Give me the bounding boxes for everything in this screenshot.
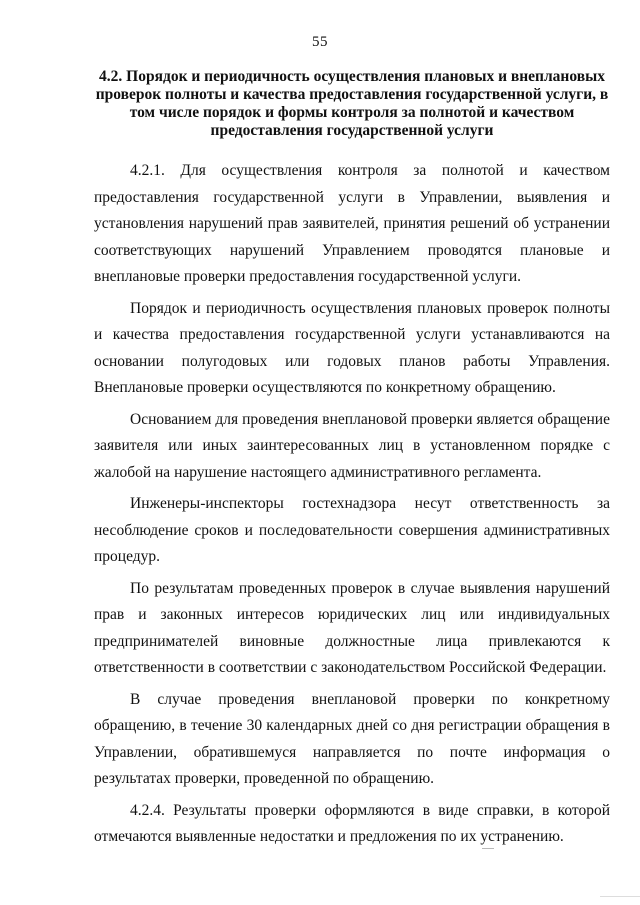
paragraph-unplanned-response: В случае проведения внеплановой проверки по конкретному обращению, в течение 30 календарных дней со дня регистрации обращения в Управлении, обратившемуся направляется по почте информация о результатах проверки, проведенной по обращению.	[94, 690, 610, 787]
paragraph-planned-checks: Порядок и периодичность осуществления плановых проверок полноты и качества предоставления государственной услуги устанавливаются на основании полугодовых или годовых планов работы Управления. Внеплановые проверки осуществляются по конкретному обращению.	[94, 299, 610, 396]
section-title: 4.2. Порядок и периодичность осуществления плановых и внеплановых проверок полноты и качества предоставления государственной услуги, в том числе порядок и формы контроля за полнотой и качеством предоставления государственной услуги	[95, 68, 609, 139]
paragraph-violations-results: По результатам проведенных проверок в случае выявления нарушений прав и законных интересов юридических лиц или индивидуальных предпринимателей виновные должностные лица привлекаются к ответственности в соответствии с законодательством Российской Федерации.	[94, 579, 610, 676]
paragraph-inspectors-responsibility: Инженеры-инспекторы гостехнадзора несут ответственность за несоблюдение сроков и последовательности совершения административных процедур.	[94, 495, 610, 565]
scan-artifact-mark	[482, 848, 494, 849]
paragraph-4-2-1: 4.2.1. Для осуществления контроля за полнотой и качеством предоставления государственной услуги в Управлении, выявления и установления нарушений прав заявителей, принятия решений об устранении соответствующих нарушений Управлением проводятся плановые и внеплановые проверки предоставления государственной услуги.	[94, 162, 610, 285]
paragraph-unplanned-basis: Основанием для проведения внеплановой проверки является обращение заявителя или иных заинтересованных лиц в установленном порядке с жалобой на нарушение настоящего административного регламента.	[94, 410, 610, 481]
scan-artifact-edge	[600, 896, 640, 897]
page-number: 55	[312, 34, 328, 50]
document-body	[94, 158, 610, 856]
paragraph-4-2-4: 4.2.4. Результаты проверки оформляются в виде справки, в которой отмечаются выявленные недостатки и предложения по их устранению.	[94, 801, 610, 845]
